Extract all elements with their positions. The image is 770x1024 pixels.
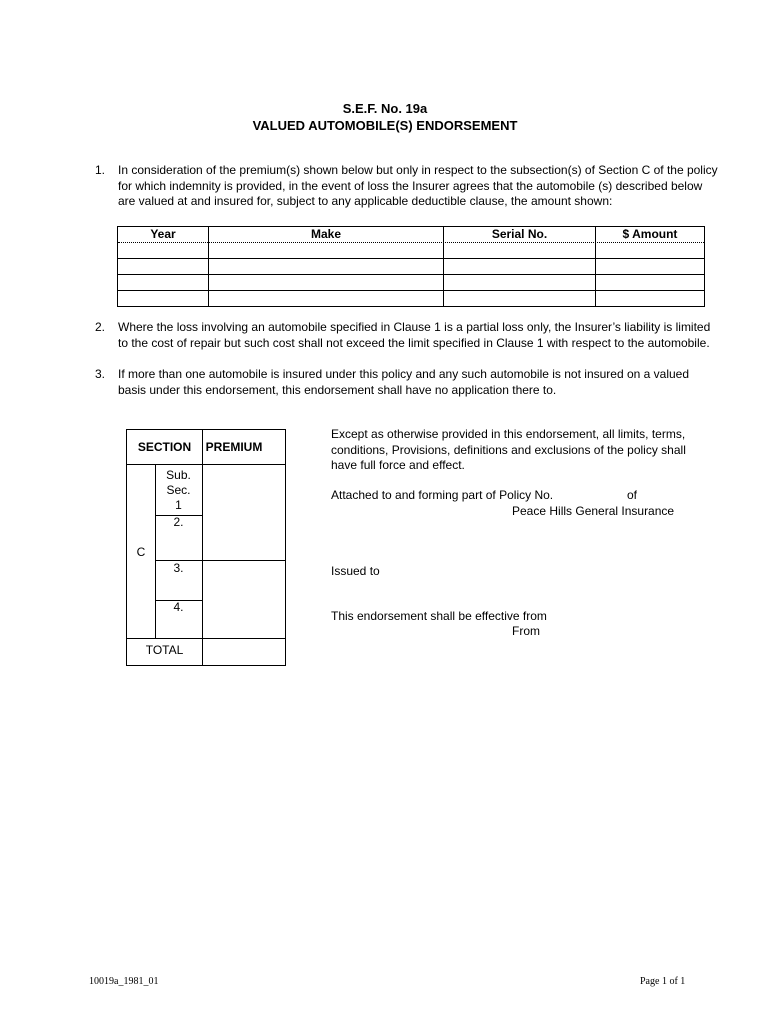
- except-line-2: conditions, Provisions, definitions and exclusions of the policy shall: [331, 443, 686, 457]
- of-label: of: [627, 488, 638, 502]
- column-header-year: Year: [150, 227, 176, 241]
- premium-table: [126, 429, 286, 666]
- header-divider: [127, 464, 285, 465]
- from-label: From: [512, 624, 540, 638]
- insurer-name: Peace Hills General Insurance: [512, 504, 675, 518]
- effective-label: This endorsement shall be effective from: [331, 609, 547, 623]
- clause-text: If more than one automobile is insured under this policy and any such automobile is not insured on a valued basis under this endorsement, this endorsement shall have no application there to.: [118, 367, 690, 397]
- page-indicator: Page 1 of 1: [640, 976, 686, 987]
- column-divider: [202, 430, 203, 665]
- column-header-amount: $ Amount: [622, 227, 678, 241]
- section-c-label: C: [136, 545, 146, 559]
- row-divider: [118, 258, 704, 259]
- total-divider: [127, 638, 285, 639]
- sub-section-label-line1: Sub.: [166, 468, 191, 482]
- sub-section-2: 2.: [173, 515, 184, 529]
- total-label: TOTAL: [145, 643, 184, 657]
- issued-to-label: Issued to: [331, 564, 380, 578]
- sub-section-4: 4.: [173, 600, 184, 614]
- form-number: S.E.F. No. 19a: [342, 101, 428, 116]
- row-divider: [118, 274, 704, 275]
- sub-section-3: 3.: [173, 561, 184, 575]
- header-divider: [118, 242, 704, 243]
- clause-text: In consideration of the premium(s) shown below but only in respect to the subsection(s) of Section C of the policy for which indemnity is provided, in the event of loss the Insurer agrees that the automobile (s) described below are valued at and insured for, subject to any applicable deductible clause, the amount shown:: [118, 163, 718, 208]
- sub-section-label-line2: Sec.: [166, 483, 191, 497]
- section-header: SECTION: [137, 440, 192, 454]
- column-header-make: Make: [310, 227, 342, 241]
- attached-label: Attached to and forming part of Policy No.: [331, 488, 554, 502]
- form-title: VALUED AUTOMOBILE(S) ENDORSEMENT: [252, 118, 518, 133]
- row-divider: [118, 290, 704, 291]
- column-header-serial: Serial No.: [491, 227, 548, 241]
- form-code: 10019a_1981_01: [89, 976, 159, 987]
- vehicle-table: [117, 226, 705, 307]
- premium-header: PREMIUM: [205, 440, 263, 454]
- sub-section-1: 1: [175, 498, 182, 512]
- clause-text: Where the loss involving an automobile specified in Clause 1 is a partial loss only, the Insurer’s liability is limited to the cost of repair but such cost shall not exceed the limit specified in Clause 1 with respect to the automobile.: [118, 320, 711, 350]
- clause-number: 3.: [95, 367, 106, 381]
- except-line-3: have full force and effect.: [331, 458, 465, 472]
- except-line-1: Except as otherwise provided in this endorsement, all limits, terms,: [331, 427, 686, 441]
- clause-number: 1.: [95, 163, 106, 177]
- clause-number: 2.: [95, 320, 106, 334]
